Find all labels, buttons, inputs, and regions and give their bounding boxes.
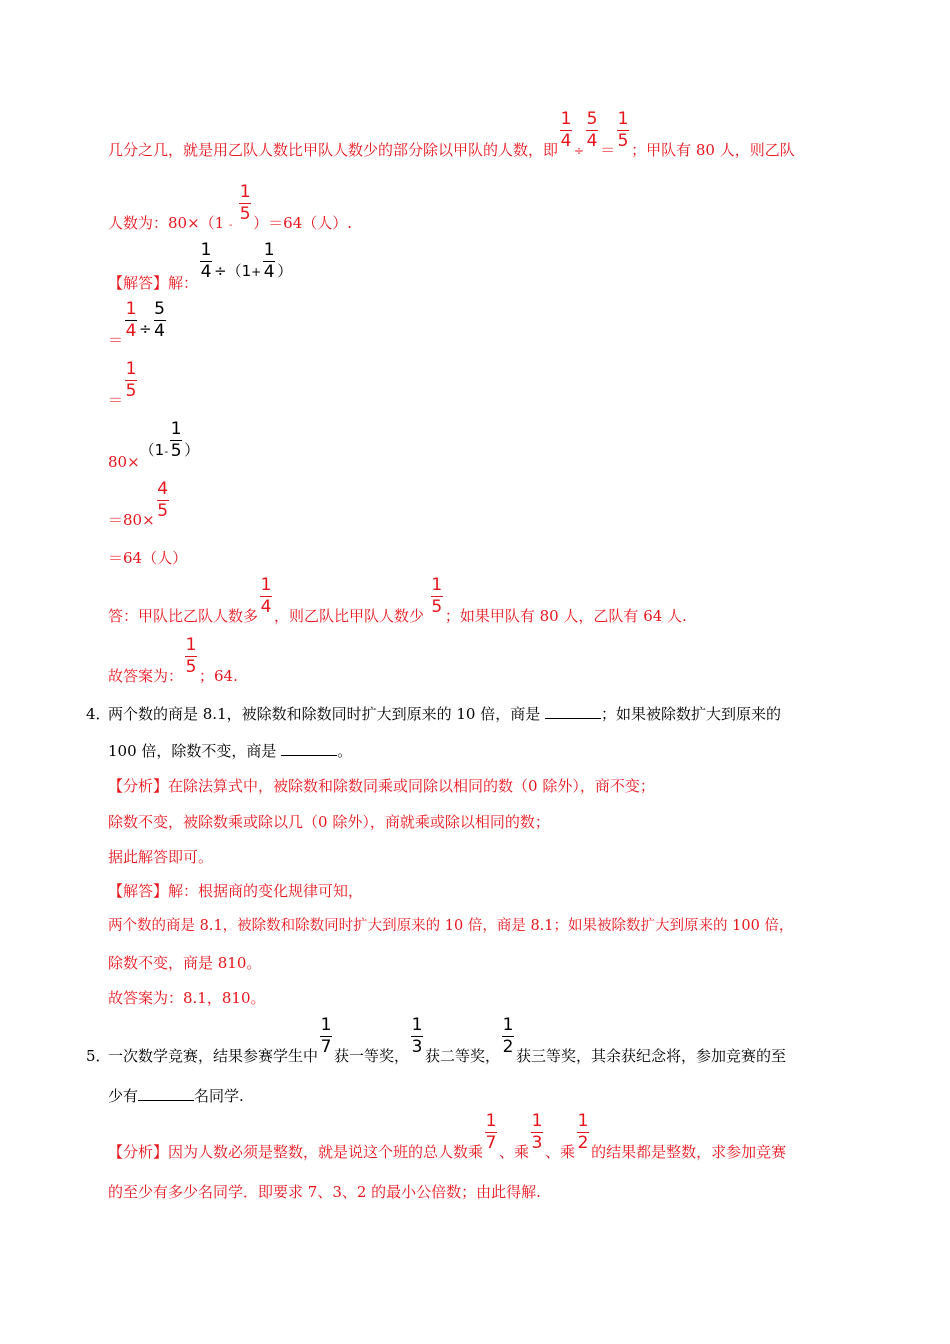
q5-stem-line2: 少有 名同学. xyxy=(108,1087,244,1105)
q5-stem-line1: 一次数学竞赛，结果参赛学生中 $\frac{1}{7}$ 获一等奖， $\frac{1}{3}$ 获二等奖， $\frac{1}{2}$ 获三等奖，其余获纪念将，参加竞赛的至 xyxy=(108,1015,787,1065)
q4-solve-line1: 【解答】解：根据商的变化规律可知， xyxy=(108,882,364,900)
q4-stem-line2: 100 倍，除数不变，商是 。 xyxy=(108,742,353,760)
fraction-5-4: $\frac{5}{4}$ xyxy=(586,109,598,151)
answer-blank[interactable] xyxy=(138,1086,194,1101)
sec3-answer: 答：甲队比乙队人数多 $\frac{1}{4}$ ，则乙队比甲队人数少 $\frac{1}{5}$ ；如果甲队有 80 人，乙队有 64 人. xyxy=(108,575,687,625)
fraction-1-5: $\frac{1}{5}$ xyxy=(617,109,629,151)
sec3-step-1: ＝ $\frac{1}{4}$ ÷ $\frac{5}{4}$ xyxy=(108,299,165,349)
q5-analysis-line2: 的至少有多少名同学．即要求 7、3、2 的最小公倍数；由此得解. xyxy=(108,1183,541,1201)
fraction-4-5: $\frac{4}{5}$ xyxy=(157,479,169,521)
q4-stem-line1: 两个数的商是 8.1，被除数和除数同时扩大到原来的 10 倍，商是 ；如果被除数扩大到原来的 xyxy=(108,705,782,723)
question-number-5: 5． xyxy=(86,1047,111,1065)
sec3-final: 故答案为： $\frac{1}{5}$ ；64. xyxy=(108,635,238,685)
fraction-5-4: $\frac{5}{4}$ xyxy=(154,299,165,341)
q4-final: 故答案为：8.1，810。 xyxy=(108,989,266,1007)
answer-blank[interactable] xyxy=(281,741,337,756)
fraction-1-4: $\frac{1}{4}$ xyxy=(200,240,212,282)
fraction-1-3: $\frac{1}{3}$ xyxy=(411,1015,423,1057)
fraction-1-2: $\frac{1}{2}$ xyxy=(502,1015,514,1057)
sec3-explain-line2: 人数为：80×（1 - $\frac{1}{5}$ ）＝64（人）. xyxy=(108,182,353,232)
sec3-step-5: ＝64（人） xyxy=(108,549,188,567)
fraction-1-4: $\frac{1}{4}$ xyxy=(260,575,272,617)
sec3-step-3: 80×（1- $\frac{1}{5}$ ） xyxy=(108,419,200,471)
question-number-4: 4． xyxy=(86,705,111,723)
fraction-1-7: $\frac{1}{7}$ xyxy=(320,1015,332,1057)
fraction-1-7: $\frac{1}{7}$ xyxy=(485,1111,497,1153)
sec3-explain-line1: 几分之几，就是用乙队人数比甲队人数少的部分除以甲队的人数，即 $\frac{1}{4}$ ÷ $\frac{5}{4}$ ＝ $\frac{1}{5}$ ；甲队有 80 人，则乙队 xyxy=(108,109,795,159)
fraction-1-5: $\frac{1}{5}$ xyxy=(239,182,251,224)
answer-blank[interactable] xyxy=(545,704,601,719)
sec3-step-2: ＝ $\frac{1}{5}$ xyxy=(108,359,137,409)
fraction-1-2: $\frac{1}{2}$ xyxy=(577,1111,589,1153)
q4-analysis-line3: 据此解答即可。 xyxy=(108,848,214,866)
fraction-1-5: $\frac{1}{5}$ xyxy=(170,419,182,461)
fraction-1-4: $\frac{1}{4}$ xyxy=(125,299,137,341)
fraction-1-4: $\frac{1}{4}$ xyxy=(560,109,572,151)
fraction-1-4: $\frac{1}{4}$ xyxy=(263,240,275,282)
q4-analysis-line2: 除数不变，被除数乘或除以几（0 除外），商就乘或除以相同的数； xyxy=(108,813,550,831)
q5-analysis-line1: 【分析】因为人数必须是整数，就是说这个班的总人数乘 $\frac{1}{7}$ 、乘 $\frac{1}{3}$ 、乘 $\frac{1}{2}$ 的结果都是整数，求参加竞赛 xyxy=(108,1111,787,1161)
fraction-1-5: $\frac{1}{5}$ xyxy=(431,575,443,617)
sec3-solve-line: 【解答】解： $\frac{1}{4}$ ÷（1+ $\frac{1}{4}$ ） xyxy=(108,240,293,292)
q4-solve-line2: 两个数的商是 8.1，被除数和除数同时扩大到原来的 10 倍，商是 8.1；如果被除数扩大到原来的 100 倍， xyxy=(108,918,794,934)
fraction-1-5: $\frac{1}{5}$ xyxy=(185,635,197,677)
sec3-step-4: ＝80× $\frac{4}{5}$ xyxy=(108,479,169,529)
q4-solve-line3: 除数不变，商是 810。 xyxy=(108,954,262,972)
fraction-1-3: $\frac{1}{3}$ xyxy=(531,1111,543,1153)
q4-analysis-line1: 【分析】在除法算式中，被除数和除数同乘或同除以相同的数（0 除外），商不变； xyxy=(108,777,655,795)
fraction-1-5: $\frac{1}{5}$ xyxy=(125,359,137,401)
